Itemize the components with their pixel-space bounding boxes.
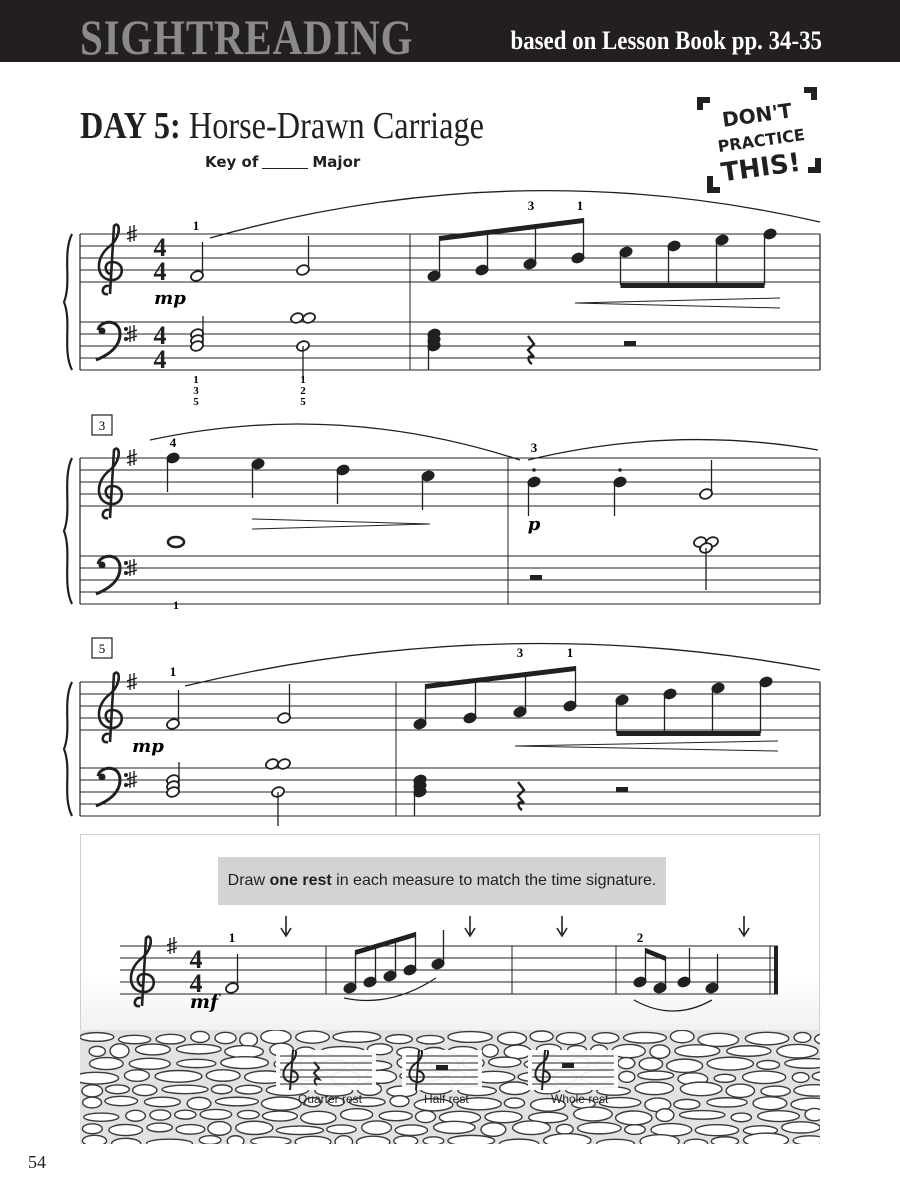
cobblestone [177,1059,216,1067]
cobblestone [327,1125,356,1134]
cobblestone [162,1085,208,1094]
note-head [277,758,292,771]
cobblestone [639,1058,662,1070]
dynamic-mark: mf [189,991,219,1013]
cobblestone [777,1044,818,1057]
instruction-text: Draw [227,872,270,889]
dynamic-mark: p [527,514,541,535]
rest-label: Half rest [424,1092,469,1106]
bass-clef-icon [96,556,120,594]
cobblestone [695,1125,738,1136]
decrescendo [252,519,430,529]
measure-number: 3 [98,418,106,433]
cobblestone [236,1121,273,1134]
fingering: 1 [566,645,574,660]
cobblestone [211,1085,232,1094]
cobblestone [82,1135,106,1144]
slur [528,440,818,460]
quarter-rest-icon [528,336,534,364]
cobblestone [656,1109,674,1122]
cobblestone [727,1046,771,1056]
time-signature: 4 [189,969,203,998]
down-arrow-icon [465,916,475,936]
cobblestone [499,1139,538,1144]
cobblestone [597,1139,635,1144]
cobblestone [448,1135,495,1144]
treble-clef-icon [131,937,154,1007]
fingering: 5 [300,396,306,408]
cobblestone [386,1035,413,1044]
cobblestone [147,1123,172,1132]
cobblestone [556,1033,585,1045]
cobblestone [640,1135,679,1144]
cobblestone [112,1138,141,1144]
cobblestone [675,1045,720,1057]
cobblestone [155,1071,202,1083]
exercise-instruction [218,857,666,905]
fingering: 1 [193,374,199,386]
cobblestone [251,1137,291,1144]
cobblestone [106,1085,130,1094]
key-suffix: Major [312,153,361,171]
cobblestone [147,1139,193,1144]
cobblestone [208,1122,231,1136]
cobblestone [89,1058,123,1070]
stamp-line-1: DON'T [720,98,794,132]
fingering: 3 [527,198,535,213]
rest-label: Quarter rest [298,1092,363,1106]
cobblestone [684,1139,707,1144]
cobblestone [624,1032,667,1043]
cobblestone [667,1059,703,1072]
cobblestone [206,1070,240,1081]
bass-clef-icon [124,561,128,565]
cobblestone [80,1033,114,1042]
rest-reference-half [402,1050,482,1118]
cobblestone [731,1113,751,1122]
cobblestone [714,1074,735,1082]
cobblestone [333,1032,381,1043]
treble-clef-icon [99,673,122,743]
cobblestone [133,1085,157,1096]
cobblestone [191,1031,209,1042]
cobblestone [757,1060,780,1069]
cobblestone [758,1111,800,1122]
cobblestone [144,1097,180,1106]
cobblestone [782,1122,820,1133]
cobblestone [119,1035,151,1043]
cobblestone [261,1030,291,1044]
measure-number: 5 [98,641,106,656]
down-arrow-icon [557,916,567,936]
exercise-staff [0,900,900,1030]
cobblestone [635,1082,673,1095]
slur [634,1000,712,1011]
half-rest-icon [530,575,542,580]
staccato-dot [618,468,622,472]
cobblestone [745,1032,789,1044]
cobblestone [707,1057,753,1070]
time-signature: 4 [153,345,167,374]
cobblestone [500,1082,531,1095]
fingering: 2 [636,930,644,945]
fingering: 3 [516,645,524,660]
cobblestone [276,1126,323,1134]
cobblestone [109,1125,143,1136]
half-rest-icon [624,341,636,346]
cobblestone [237,1110,259,1118]
fingering: 3 [530,440,538,455]
cobblestone [199,1136,221,1144]
cobblestone [794,1032,811,1042]
cobblestone [592,1033,618,1044]
beam [646,948,666,961]
cobblestone [670,1030,694,1042]
beam [617,731,761,736]
whole-note [168,537,184,547]
system-brace [64,682,72,816]
cobblestone [448,1032,492,1043]
beam [621,283,765,288]
cobblestone [176,1044,221,1054]
cobblestone [680,1082,722,1096]
cobblestone [498,1032,527,1045]
cobblestone [616,1111,652,1125]
cobblestone [156,1034,185,1044]
cobblestone [240,1033,258,1047]
fingering: 1 [228,930,236,945]
fingering: 1 [192,218,200,233]
cobblestone [357,1136,390,1144]
rest-reference-quarter [276,1050,376,1118]
fingering: 4 [169,435,177,450]
cobblestone [793,1136,820,1144]
bass-clef-icon [124,773,128,777]
cobblestone [80,1072,119,1084]
bass-clef-icon [99,774,106,781]
rest-label: Whole rest [551,1092,609,1106]
down-arrow-icon [281,916,291,936]
time-signature: 4 [153,233,167,262]
cobblestone [625,1125,645,1135]
day-label: DAY 5: [80,105,181,147]
cobblestone [221,1057,269,1069]
cobblestone [82,1124,102,1134]
note-head [302,312,317,325]
bass-clef-icon [96,768,120,806]
cobblestone [753,1097,787,1110]
cobblestone [805,1108,820,1120]
cobblestone [792,1073,809,1083]
cobblestone [335,1136,352,1144]
cobblestone [577,1122,621,1133]
fingering: 1 [173,598,179,612]
cobblestone [680,1111,725,1120]
down-arrow-icon [739,916,749,936]
slur [150,424,520,460]
lesson-reference: based on Lesson Book pp. 34-35 [510,26,822,55]
fingering: 1 [300,374,306,386]
cobblestone [82,1085,103,1097]
rest-reference-whole [528,1050,618,1118]
cobblestone [225,1046,264,1058]
cobblestone [423,1137,444,1144]
bass-clef-icon [96,322,120,360]
cobblestone [84,1113,119,1121]
cobblestone [89,1046,105,1056]
cobblestone [126,1110,146,1121]
cobblestone [618,1058,635,1069]
cobblestone [707,1098,747,1107]
cobblestone [187,1097,211,1109]
stamp-line-3: THIS! [719,147,803,189]
cobblestone [395,1125,427,1135]
section-title: SIGHTREADING [80,9,414,65]
cobblestone [175,1110,196,1119]
fingering: 2 [300,385,306,397]
fingering: 1 [169,664,177,679]
instruction-text-end: in each measure to match the time signature. [331,872,657,889]
page-number: 54 [28,1152,46,1172]
cobblestone [236,1085,263,1094]
cobblestone [394,1136,418,1144]
beam [356,932,416,955]
cobblestone [674,1099,700,1109]
bass-clef-icon [99,328,106,335]
cobblestone [489,1057,521,1067]
cobblestone [227,1136,244,1144]
whole-rest-icon [562,1063,574,1068]
treble-clef-icon [99,449,122,519]
piece-name: Horse-Drawn Carriage [188,105,484,147]
cobblestone [135,1044,170,1055]
cobblestone [619,1071,635,1082]
cobblestone [513,1121,551,1135]
cobblestone [711,1137,738,1144]
cobblestone [105,1096,138,1105]
beam [426,666,576,689]
dynamic-mark: mp [132,736,164,757]
staccato-dot [532,468,536,472]
cobblestone [650,1045,670,1058]
cobblestone [726,1084,754,1097]
cobblestone [362,1121,392,1135]
cobblestone [200,1109,232,1119]
beam [440,218,584,241]
cobblestone [556,1124,573,1134]
cobblestone [296,1031,330,1043]
crescendo [575,298,780,308]
cobblestone [150,1110,171,1120]
time-signature: 4 [189,945,203,974]
half-rest-icon [436,1065,448,1070]
cobblestone [215,1097,258,1106]
bass-clef-icon [124,327,128,331]
cobblestone [129,1058,170,1069]
slur [344,978,436,1001]
cobblestone [434,1121,475,1133]
cobblestone [482,1045,498,1058]
half-rest-icon [616,787,628,792]
cobblestone [544,1134,591,1144]
bass-clef-icon [99,562,106,569]
cobblestone [744,1133,789,1144]
time-signature: 4 [153,257,167,286]
cobblestone [485,1111,522,1122]
system-brace [64,234,72,370]
cobblestone [417,1035,444,1043]
cobblestone [110,1044,129,1058]
cobblestone [761,1086,790,1096]
fingering: 3 [193,385,199,397]
treble-clef-icon [99,225,122,295]
fingering: 1 [576,198,584,213]
crescendo [515,741,778,751]
cobblestone [83,1097,102,1108]
cobblestone [638,1071,674,1080]
fingering: 5 [193,396,199,408]
dynamic-mark: mp [154,288,186,309]
cobblestone [176,1125,205,1135]
cobblestone [504,1098,524,1108]
cobblestone [124,1070,149,1082]
cobblestone [530,1031,553,1042]
quarter-rest-icon [518,782,524,810]
stamp-line-2: PRACTICE [716,125,806,157]
cobblestone [743,1071,786,1084]
instruction-emphasis: one rest [269,872,332,889]
time-signature: 4 [153,321,167,350]
key-prefix: Key of [205,153,259,171]
cobblestone [481,1123,506,1137]
system-brace [64,458,72,604]
cobblestone [794,1085,820,1096]
cobblestone [785,1059,820,1069]
cobblestone [215,1032,236,1043]
cobblestone [295,1136,331,1144]
